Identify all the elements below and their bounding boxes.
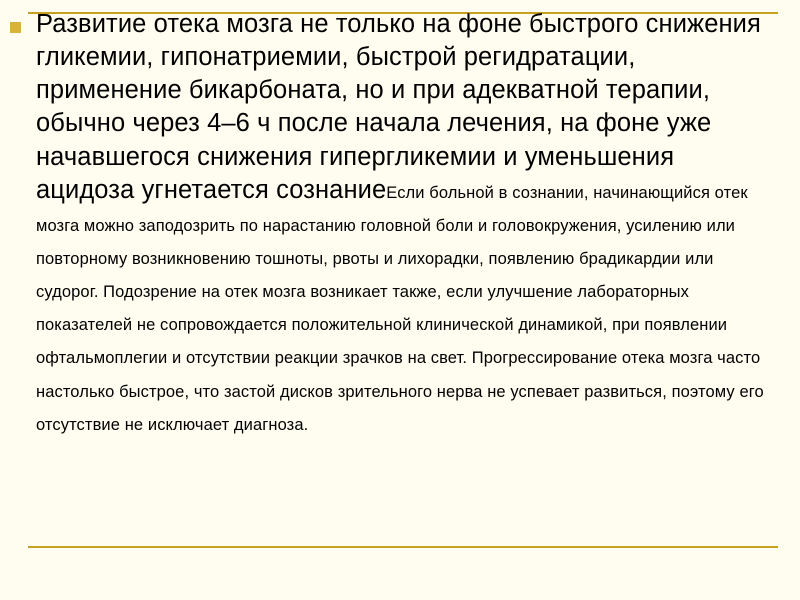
slide-content: [36, 8, 776, 439]
body-paragraph: Если больной в сознании, начинающийся отек мозга можно заподозрить по нарастанию головной боли и головокружения, усилению или повторному возникновению тошноты, рвоты и лихорадки, появлению брадикардии или судорог. Подозрение на отек мозга возникает также, если улучшение лабораторных показателей не сопровождается положительной клинической динамикой, при появлении офтальмоплегии и отсутствии реакции зрачков на свет. Прогрессирование отека мозга часто настолько быстрое, что застой дисков зрительного нерва не успевает развиться, поэтому его отсутствие не исключает диагноза.: [36, 183, 764, 434]
lead-paragraph-text: Развитие отека мозга не только на фоне быстрого снижения гликемии, гипонатриемии, быстрой регидратации, применение бикарбоната, но и при адекватной терапии, обычно через 4–6 ч после начала лечения, на фоне уже начавшегося снижения гипергликемии и уменьшения ацидоза угнетается сознание: [36, 10, 761, 204]
lead-paragraph: [36, 8, 776, 439]
square-bullet-icon: [10, 22, 21, 33]
bottom-divider-rule: [28, 546, 778, 548]
